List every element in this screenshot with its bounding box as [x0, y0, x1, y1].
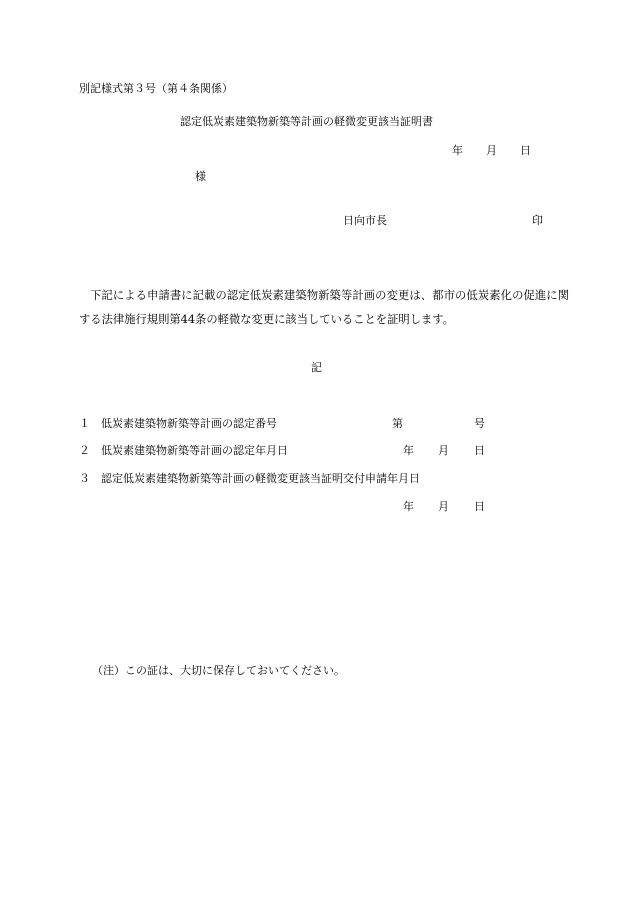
date-month: 月 — [486, 144, 497, 157]
note-text: （注）この証は、大切に保存しておいてください。 — [92, 664, 345, 677]
issuer-seal: 印 — [532, 214, 543, 227]
item-2-year: 年 — [403, 444, 414, 457]
item-1-number: １ — [79, 417, 90, 430]
issuer-name: 日向市長 — [343, 214, 387, 227]
item-2-month: 月 — [438, 444, 449, 457]
date-year: 年 — [452, 144, 463, 157]
addressee-suffix: 様 — [195, 170, 206, 183]
item-3-year: 年 — [403, 500, 414, 513]
item-3-day: 日 — [474, 500, 485, 513]
body-text: 下記による申請書に記載の認定低炭素建築物新築等計画の変更は、都市の低炭素化の促進に関する法律施行規則第44条の軽微な変更に該当していることを証明します。 — [79, 289, 569, 326]
item-1-label: 低炭素建築物新築等計画の認定番号 — [101, 417, 277, 430]
form-label: 別記様式第３号（第４条関係） — [79, 82, 233, 95]
item-2-day: 日 — [474, 444, 485, 457]
date-day: 日 — [520, 144, 531, 157]
document-title: 認定低炭素建築物新築等計画の軽微変更該当証明書 — [180, 115, 433, 128]
item-3-number: ３ — [79, 472, 90, 485]
item-2-number: ２ — [79, 444, 90, 457]
item-1-prefix: 第 — [392, 417, 403, 430]
item-1-suffix: 号 — [474, 417, 485, 430]
item-3-month: 月 — [438, 500, 449, 513]
item-3-label: 認定低炭素建築物新築等計画の軽微変更該当証明交付申請年月日 — [101, 472, 420, 485]
item-2-label: 低炭素建築物新築等計画の認定年月日 — [101, 444, 288, 457]
ki-heading: 記 — [311, 361, 322, 374]
